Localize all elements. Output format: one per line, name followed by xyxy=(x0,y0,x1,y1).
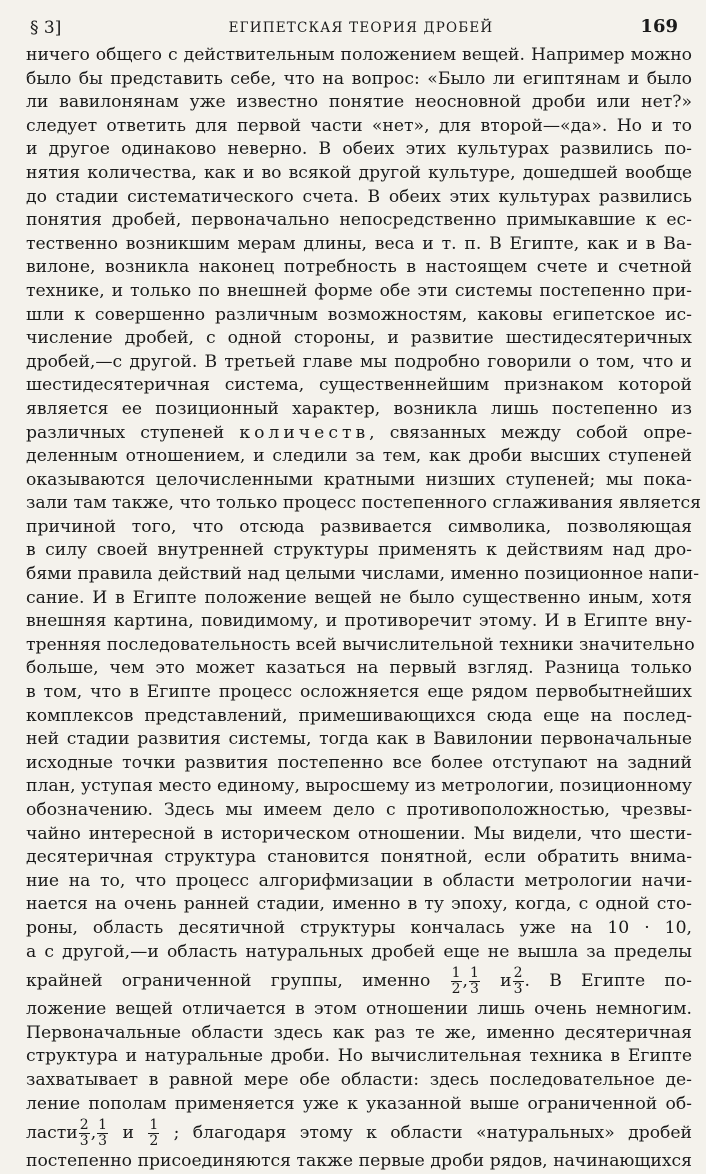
fraction-denominator: 2 xyxy=(451,981,461,998)
running-header xyxy=(26,8,696,44)
running-title: ЕГИПЕТСКАЯ ТЕОРИЯ ДРОБЕЙ xyxy=(228,20,494,36)
fraction xyxy=(148,1118,159,1149)
text-segment: ласти xyxy=(26,1123,78,1144)
text-line: и другое одинаково неверно. В обеих этих культурах развились по- xyxy=(26,139,692,160)
text-segment: различных ступеней xyxy=(26,422,225,443)
text-segment: , связанных между собой опре- xyxy=(369,422,693,443)
text-line-with-fractions: крайней ограниченной группы, именно $\frac{1}{2}$ , $\frac{1}{3}$ и $\frac{2}{3}$ . В Египте по- xyxy=(26,965,692,998)
text-line: ничего общего с действительным положением вещей. Например можно xyxy=(26,45,692,65)
section-marker: § 3] xyxy=(30,18,62,38)
fraction-numerator: 2 xyxy=(79,1117,89,1134)
text-line: структура и натуральные дроби. Но вычислительная техника в Египте xyxy=(26,1046,692,1067)
text-line: ление пополам применяется уже к указанной выше ограниченной об- xyxy=(26,1093,692,1114)
fraction xyxy=(451,966,462,997)
text-line: десятеричная структура становится понятной, если обратить внима- xyxy=(26,847,692,868)
conjunction: и xyxy=(122,1123,134,1144)
text-line: тественно возникшим мерам длины, веса и т. п. В Египте, как и в Ва- xyxy=(26,233,692,254)
text-line: ли вавилонянам уже известно понятие неосновной дроби или нет?» xyxy=(26,92,692,113)
text-line: комплексов представлений, примешивающихся сюда еще на послед- xyxy=(26,705,692,726)
text-line: нается на очень ранней стадии, именно в ту эпоху, когда, с одной сто- xyxy=(26,894,692,915)
text-line: до стадии систематического счета. В обеих этих культурах развились xyxy=(26,186,692,207)
text-line: оказываются целочисленными кратными низших ступеней; мы пока- xyxy=(26,469,692,490)
fraction-denominator: 3 xyxy=(469,981,479,998)
text-segment: крайней ограниченной группы, именно xyxy=(26,971,431,992)
conjunction: и xyxy=(500,971,512,992)
fraction xyxy=(513,966,524,997)
text-line: постепенно присоединяются также первые дроби рядов, начинающихся xyxy=(26,1151,692,1172)
text-line: шестидесятеричная система, существеннейшим признаком которой xyxy=(26,375,692,396)
text-line: план, уступая место единому, выросшему из метрологии, позиционному xyxy=(26,776,692,797)
text-line: тренняя последовательность всей вычислительной техники значительно xyxy=(26,634,695,655)
text-line: зали там также, что только процесс постепенного сглаживания является xyxy=(26,493,702,514)
text-line: дробей,—с другой. В третьей главе мы подробно говорили о том, что и xyxy=(26,351,692,372)
text-line: ней стадии развития системы, тогда как в Вавилонии первоначальные xyxy=(26,729,692,750)
text-line: роны, область десятичной структуры кончалась уже на 10 · 10, xyxy=(26,917,692,938)
text-line: захватывает в равной мере обе области: здесь последовательное де- xyxy=(26,1069,692,1090)
text-line: сание. И в Египте положение вещей не было существенно иным, хотя xyxy=(26,587,692,608)
fraction xyxy=(97,1118,108,1149)
text-line: в силу своей внутренней структуры применять к действиям над дро- xyxy=(26,540,692,561)
text-line: ние на то, что процесс алгорифмизации в области метрологии начи- xyxy=(26,870,692,891)
fraction-numerator: 1 xyxy=(98,1117,108,1134)
fraction-numerator: 1 xyxy=(451,965,461,982)
text-line: чайно интересной в историческом отношении. Мы видели, что шести- xyxy=(26,823,692,844)
text-line: нятия количества, как и во всякой другой культуре, дошедшей вообще xyxy=(26,162,692,183)
text-line: Первоначальные области здесь как раз те же, именно десятеричная xyxy=(26,1022,692,1043)
text-line: причиной того, что отсюда развивается символика, позволяющая xyxy=(26,516,692,537)
fraction-denominator: 3 xyxy=(513,981,523,998)
fraction-numerator: 1 xyxy=(149,1117,159,1134)
text-line: числение дробей, с одной стороны, и развитие шестидесятеричных xyxy=(26,328,692,349)
fraction xyxy=(469,966,480,997)
text-line: а с другой,—и область натуральных дробей еще не вышла за пределы xyxy=(26,941,692,962)
text-segment: ; благодаря этому к области «натуральных» дробей xyxy=(173,1123,693,1144)
text-line: является ее позиционный характер, возникла лишь постепенно из xyxy=(26,398,692,419)
text-line: внешняя картина, повидимому, и противоречит этому. И в Египте вну- xyxy=(26,611,692,632)
text-line: исходные точки развития постепенно все более отступают на задний xyxy=(26,752,692,773)
fraction-denominator: 3 xyxy=(98,1133,108,1150)
text-line-spaced xyxy=(26,422,692,446)
text-line: бями правила действий над целыми числами, именно позиционное напи- xyxy=(26,564,700,585)
text-line: деленным отношением, и следили за тем, как дроби высших ступеней xyxy=(26,446,692,467)
text-line: понятия дробей, первоначально непосредственно примыкавшие к ес- xyxy=(26,210,692,231)
text-line: вилоне, возникла наконец потребность в настоящем счете и счетной xyxy=(26,257,692,278)
fraction-numerator: 1 xyxy=(469,965,479,982)
text-line: следует ответить для первой части «нет», для второй—«да». Но и то xyxy=(26,115,692,136)
text-line: обозначению. Здесь мы имеем дело с противоположностью, чрезвы- xyxy=(26,800,692,820)
text-line: в том, что в Египте процесс осложняется еще рядом первобытнейших xyxy=(26,682,692,703)
text-line: технике, и только по внешней форме обе эти системы постепенно при- xyxy=(26,280,692,301)
body-text xyxy=(26,44,702,1174)
spaced-word: количеств xyxy=(239,422,370,443)
fraction-numerator: 2 xyxy=(513,965,523,982)
text-line: шли к совершенно различным возможностям, каковы египетское ис- xyxy=(26,304,692,325)
text-line: ложение вещей отличается в этом отношении лишь очень немногим. xyxy=(26,999,692,1020)
text-line-with-fractions: ласти $\frac{2}{3}$ , $\frac{1}{3}$ и $\frac{1}{2}$ ; благодаря этому к области «натуральных» дробей xyxy=(26,1117,693,1150)
text-segment: В Египте по- xyxy=(549,971,692,992)
text-line: было бы представить себе, что на вопрос: «Было ли египтянам и было xyxy=(26,68,692,89)
fraction-denominator: 2 xyxy=(149,1133,159,1150)
fraction-denominator: 3 xyxy=(79,1133,89,1150)
text-line: больше, чем это может казаться на первый взгляд. Разница только xyxy=(26,658,692,679)
page-number: 169 xyxy=(640,16,678,37)
fraction xyxy=(79,1118,90,1149)
